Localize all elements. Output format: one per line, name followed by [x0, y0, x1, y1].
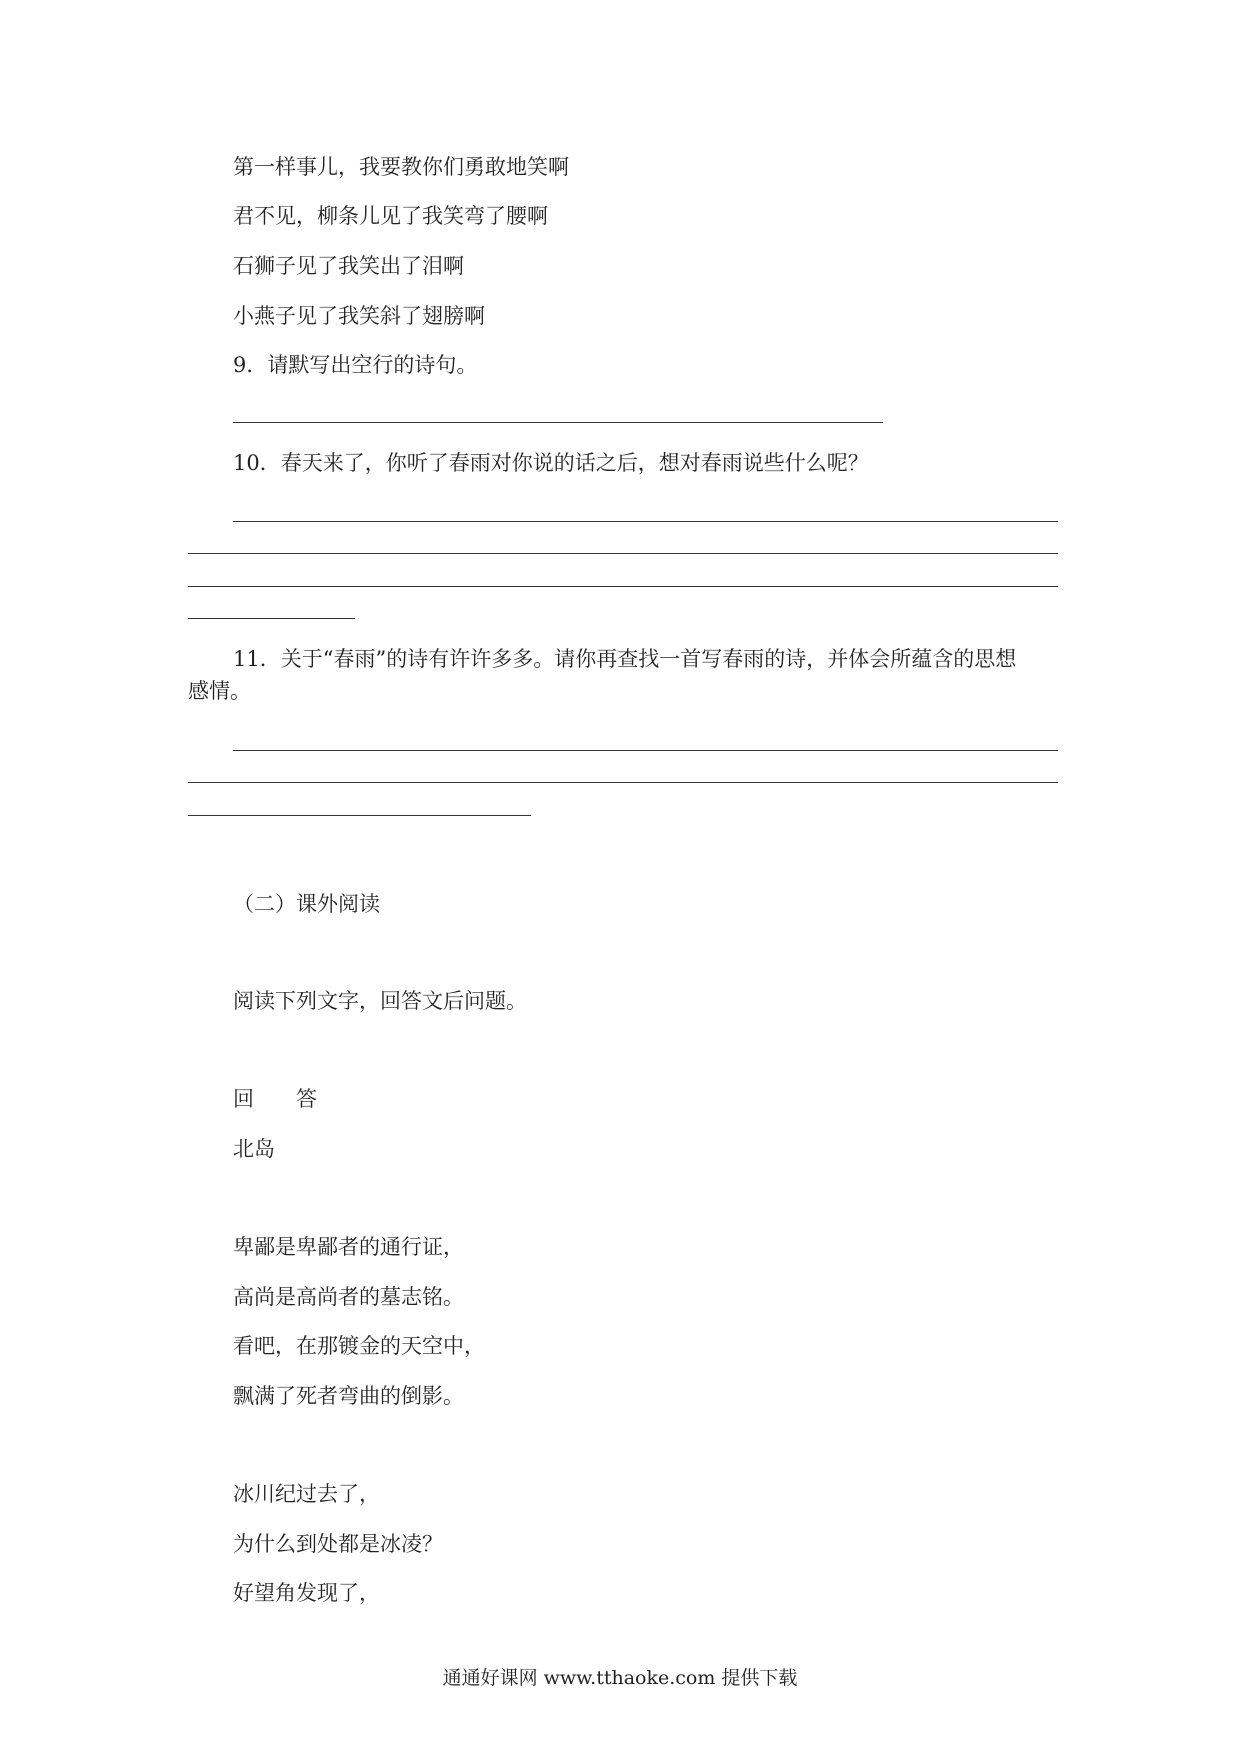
- poem-line: 高尚是高尚者的墓志铭。: [233, 1285, 464, 1309]
- answer-line-q11-1: [233, 750, 1058, 751]
- excerpt-line-2: 君不见，柳条儿见了我笑弯了腰啊: [233, 204, 548, 228]
- excerpt-line-3: 石狮子见了我笑出了泪啊: [233, 254, 464, 278]
- answer-line-q9: [233, 422, 883, 423]
- instruction: 阅读下列文字，回答文后问题。: [233, 989, 527, 1013]
- poem-line: 冰川纪过去了，: [233, 1482, 380, 1506]
- question-11-line-1: 11．关于“春雨”的诗有许许多多。请你再查找一首写春雨的诗，并体会所蕴含的思想: [233, 647, 1017, 671]
- answer-line-q11-3: [188, 815, 531, 816]
- excerpt-line-1: 第一样事儿，我要教你们勇敢地笑啊: [233, 155, 569, 179]
- poem-title: 回 答: [233, 1087, 317, 1111]
- answer-line-q10-3: [188, 586, 1058, 587]
- question-10: 10．春天来了，你听了春雨对你说的话之后，想对春雨说些什么呢？: [233, 451, 869, 475]
- excerpt-line-4: 小燕子见了我笑斜了翅膀啊: [233, 304, 485, 328]
- poem-line: 为什么到处都是冰凌？: [233, 1532, 443, 1556]
- section-heading: （二）课外阅读: [233, 892, 380, 916]
- answer-line-q10-2: [188, 553, 1058, 554]
- poem-line: 卑鄙是卑鄙者的通行证，: [233, 1235, 464, 1259]
- page-footer: 通通好课网 www.tthaoke.com 提供下载: [442, 1667, 798, 1689]
- poem-line: 看吧，在那镀金的天空中，: [233, 1334, 485, 1358]
- poem-author: 北岛: [233, 1137, 275, 1161]
- answer-line-q10-4: [188, 618, 355, 619]
- question-9: 9．请默写出空行的诗句。: [233, 353, 478, 377]
- answer-line-q10-1: [233, 521, 1058, 522]
- answer-line-q11-2: [188, 782, 1058, 783]
- question-11-line-2: 感情。: [188, 679, 251, 703]
- poem-line: 好望角发现了，: [233, 1581, 380, 1605]
- poem-line: 飘满了死者弯曲的倒影。: [233, 1384, 464, 1408]
